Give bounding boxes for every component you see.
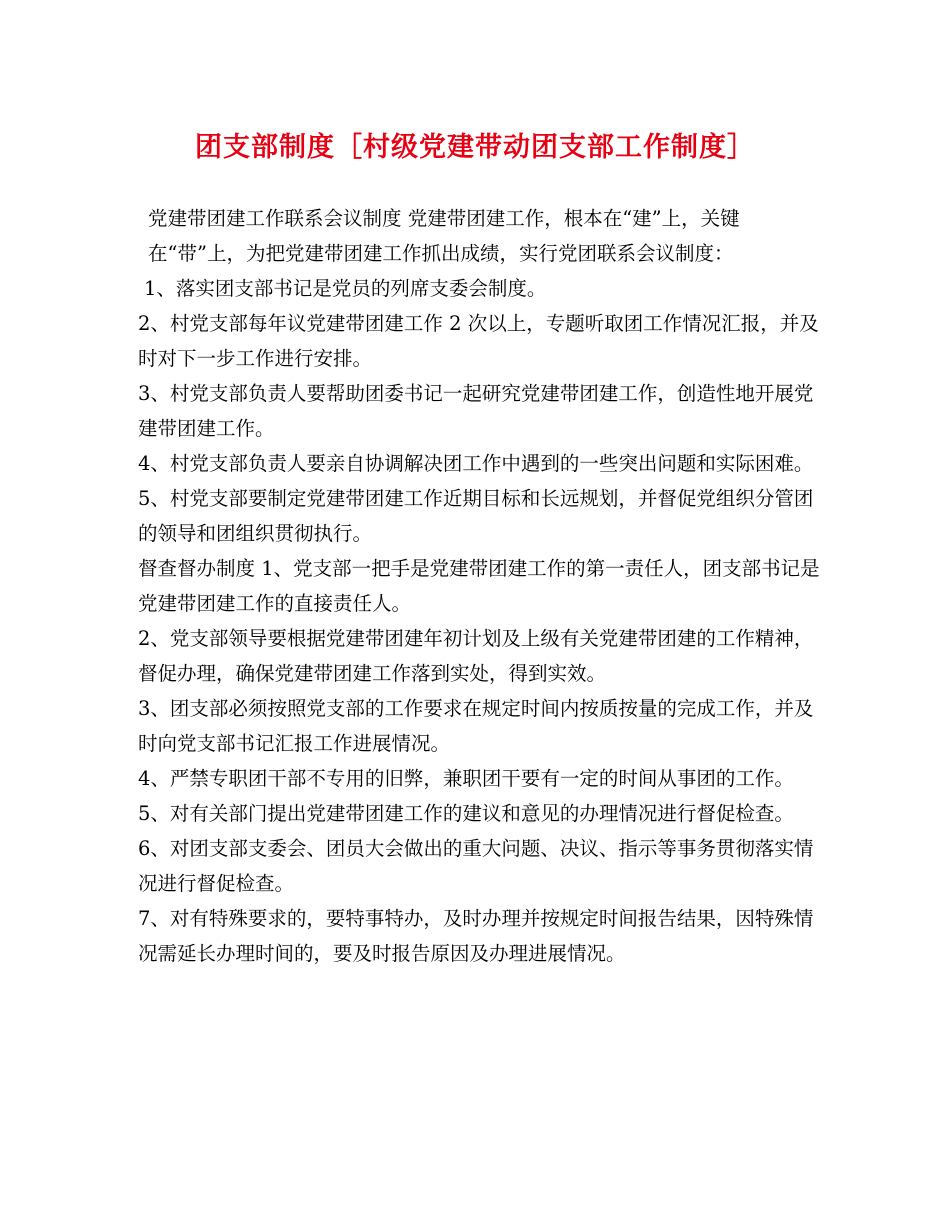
paragraph-item: 2、村党支部每年议党建带团建工作 2 次以上，专题听取团工作情况汇报，并及时对下一步工作进行安排。 <box>138 312 819 370</box>
paragraph-item: 1、落实团支部书记是党员的列席支委会制度。 <box>144 277 547 300</box>
paragraph-item: 3、团支部必须按照党支部的工作要求在规定时间内按质按量的完成工作，并及时向党支部书记汇报工作进展情况。 <box>138 697 814 755</box>
paragraph-item: 4、村党支部负责人要亲自协调解决团工作中遇到的一些突出问题和实际困难。 <box>138 452 814 475</box>
paragraph-item: 7、对有特殊要求的，要特事特办，及时办理并按规定时间报告结果，因特殊情况需延长办理时间的，要及时报告原因及办理进展情况。 <box>138 907 814 965</box>
paragraph-item: 5、对有关部门提出党建带团建工作的建议和意见的办理情况进行督促检查。 <box>138 802 794 825</box>
paragraph-item: 5、村党支部要制定党建带团建工作近期目标和长远规划，并督促党组织分管团的领导和团组织贯彻执行。 <box>138 487 814 545</box>
paragraph-intro: 党建带团建工作联系会议制度 党建带团建工作，根本在“建”上，关键在“带”上，为把党建带团建工作抓出成绩，实行党团联系会议制度： <box>148 207 740 265</box>
paragraph-item: 4、严禁专职团干部不专用的旧弊，兼职团干要有一定的时间从事团的工作。 <box>138 767 794 790</box>
paragraph-item: 6、对团支部支委会、团员大会做出的重大问题、决议、指示等事务贯彻落实情况进行督促检查。 <box>138 837 814 895</box>
paragraph-item: 2、党支部领导要根据党建带团建年初计划及上级有关党建带团建的工作精神，督促办理，确保党建带团建工作落到实处，得到实效。 <box>138 627 814 685</box>
paragraph-item: 3、村党支部负责人要帮助团委书记一起研究党建带团建工作，创造性地开展党建带团建工作。 <box>138 382 814 440</box>
document-body <box>138 201 828 971</box>
paragraph-section: 督查督办制度 1、党支部一把手是党建带团建工作的第一责任人，团支部书记是党建带团建工作的直接责任人。 <box>138 557 820 615</box>
document-title: 团支部制度［村级党建带动团支部工作制度］ <box>195 132 755 163</box>
